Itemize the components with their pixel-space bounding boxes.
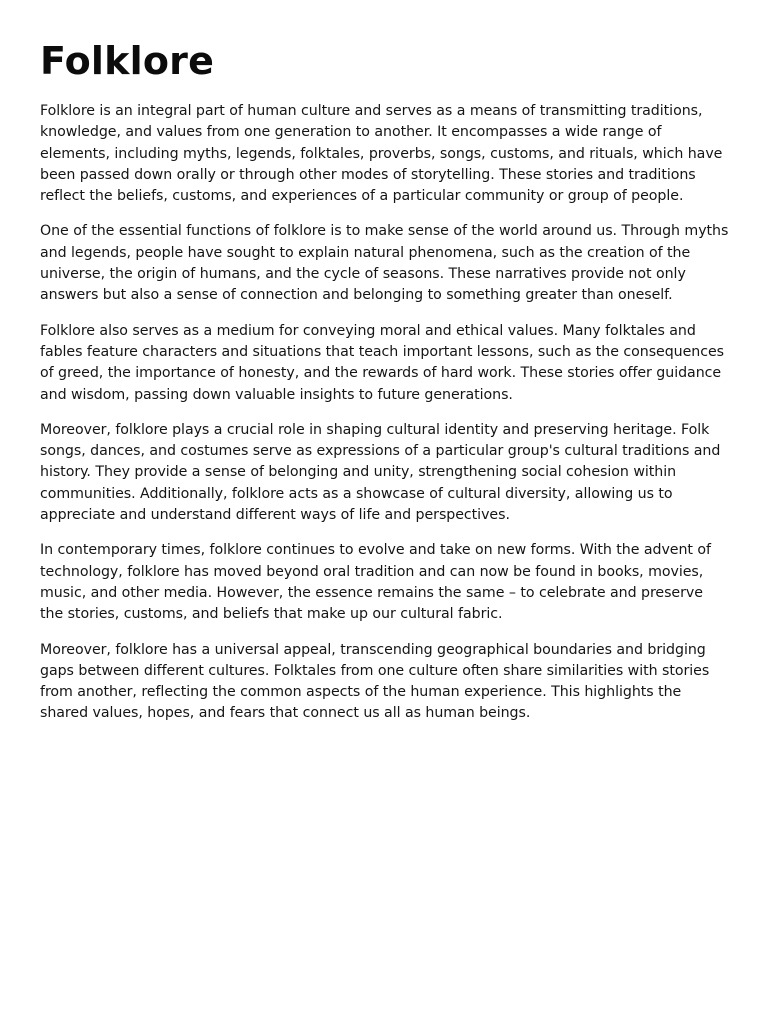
paragraph-1: Folklore is an integral part of human culture and serves as a means of transmitting traditions, knowledge, and values from one generation to another. It encompasses a wide range of elements, including myths, legends, folktales, proverbs, songs, customs, and rituals, which have been passed down orally or through other modes of storytelling. These stories and traditions reflect the beliefs, customs, and experiences of a particular community or group of people.: [40, 103, 723, 205]
paragraph-5: In contemporary times, folklore continues to evolve and take on new forms. With the advent of technology, folklore has moved beyond oral tradition and can now be found in books, movies, music, and other media. However, the essence remains the same – to celebrate and preserve the stories, customs, and beliefs that make up our cultural fabric.: [40, 542, 711, 623]
page-title: Folklore: [40, 39, 215, 83]
paragraph-6: Moreover, folklore has a universal appeal, transcending geographical boundaries and bridging gaps between different cultures. Folktales from one culture often share similarities with stories from another, reflecting the common aspects of the human experience. This highlights the shared values, hopes, and fears that connect us all as human beings.: [40, 641, 710, 722]
paragraph-4: Moreover, folklore plays a crucial role in shaping cultural identity and preserving heritage. Folk songs, dances, and costumes serve as expressions of a particular group's cultural traditions and history. They provide a sense of belonging and unity, strengthening social cohesion within communities. Additionally, folklore acts as a showcase of cultural diversity, allowing us to appreciate and understand different ways of life and perspectives.: [40, 421, 721, 524]
paragraph-2: One of the essential functions of folklore is to make sense of the world around us. Through myths and legends, people have sought to explain natural phenomena, such as the creation of the universe, the origin of humans, and the cycle of seasons. These narratives provide not only answers but also a sense of connection and belonging to something greater than oneself.: [40, 223, 729, 304]
paragraph-3: Folklore also serves as a medium for conveying moral and ethical values. Many folktales and fables feature characters and situations that teach important lessons, such as the consequences of greed, the importance of honesty, and the rewards of hard work. These stories offer guidance and wisdom, passing down valuable insights to future generations.: [40, 322, 725, 403]
